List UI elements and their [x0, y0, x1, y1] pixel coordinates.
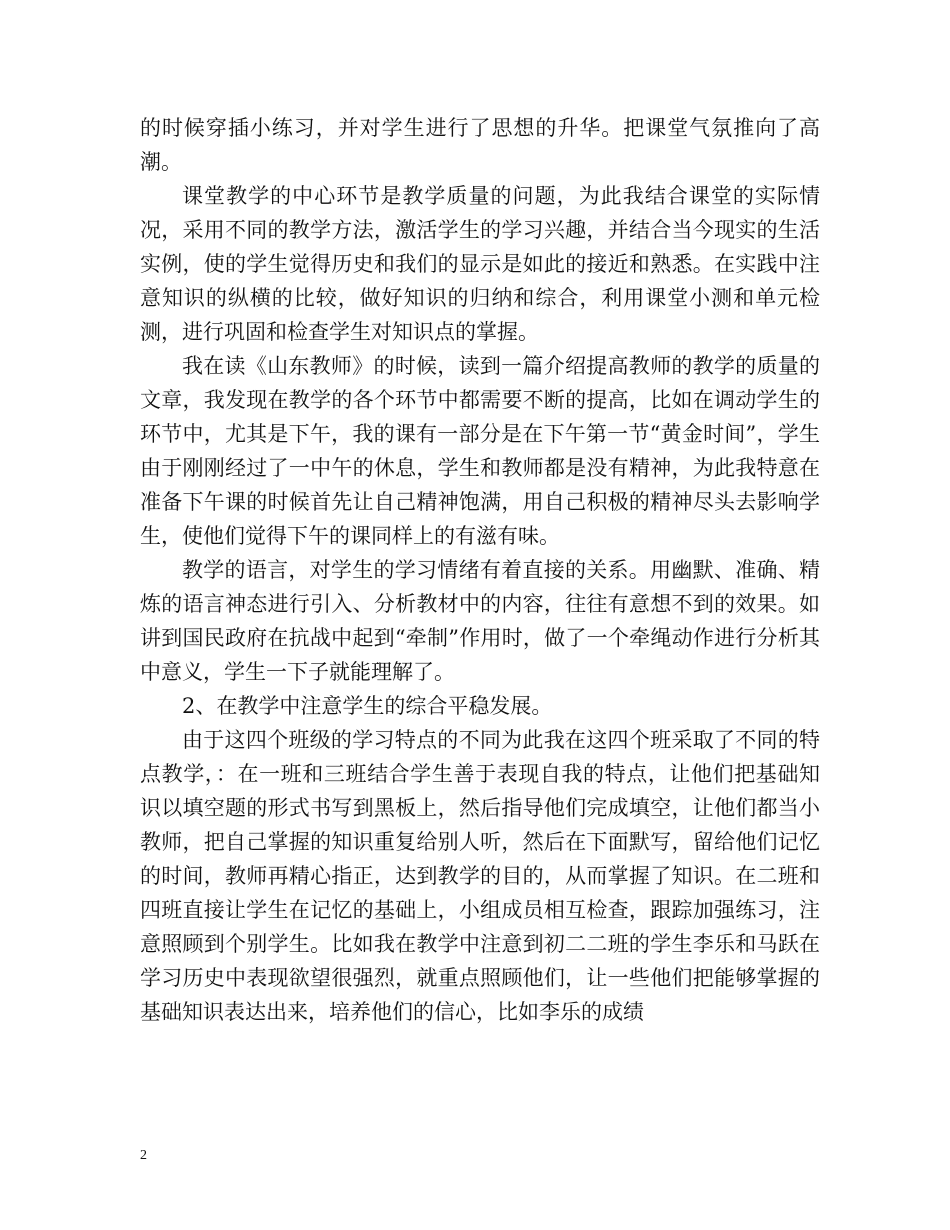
- document-body: [140, 111, 820, 1029]
- section-heading: 2、在教学中注意学生的综合平稳发展。: [182, 694, 553, 718]
- page-number: 2: [140, 1148, 147, 1163]
- paragraph-class-differences: 由于这四个班级的学习特点的不同为此我在这四个班采取了不同的特点教学，：在一班和三班结合学生善于表现自我的特点，让他们把基础知识以填空题的形式书写到黑板上，然后指导他们完成填空，让他们都当小教师，把自己掌握的知识重复给别人听，然后在下面默写，留给他们记忆的时间，教师再精心指正，达到教学的目的，从而掌握了知识。在二班和四班直接让学生在记忆的基础上，小组成员相互检查，跟踪加强练习，注意照顾到个别学生。比如我在教学中注意到初二二班的学生李乐和马跃在学习历史中表现欲望很强烈，就重点照顾他们，让一些他们把能够掌握的基础知识表达出来，培养他们的信心，比如李乐的成绩: [140, 728, 820, 1024]
- paragraph-shandong-teacher: 我在读《山东教师》的时候，读到一篇介绍提高教师的教学的质量的文章，我发现在教学的各个环节中都需要不断的提高，比如在调动学生的环节中，尤其是下午，我的课有一部分是在下午第一节“黄金时间”，学生由于刚刚经过了一中午的休息，学生和教师都是没有精神，为此我特意在准备下午课的时候首先让自己精神饱满，用自己积极的精神尽头去影响学生，使他们觉得下午的课同样上的有滋有味。: [140, 354, 820, 548]
- paragraph-teaching-language: 教学的语言，对学生的学习情绪有着直接的关系。用幽默、准确、精炼的语言神态进行引入、分析教材中的内容，往往有意想不到的效果。如讲到国民政府在抗战中起到“牵制”作用时，做了一个牵绳动作进行分析其中意义，学生一下子就能理解了。: [140, 558, 820, 684]
- paragraph-continuation: 的时候穿插小练习，并对学生进行了思想的升华。把课堂气氛推向了高潮。: [140, 116, 820, 174]
- paragraph-teaching-quality: 课堂教学的中心环节是教学质量的问题，为此我结合课堂的实际情况，采用不同的教学方法，激活学生的学习兴趣，并结合当今现实的生活实例，使的学生觉得历史和我们的显示是如此的接近和熟悉。在实践中注意知识的纵横的比较，做好知识的归纳和综合，利用课堂小测和单元检测，进行巩固和检查学生对知识点的掌握。: [140, 184, 820, 344]
